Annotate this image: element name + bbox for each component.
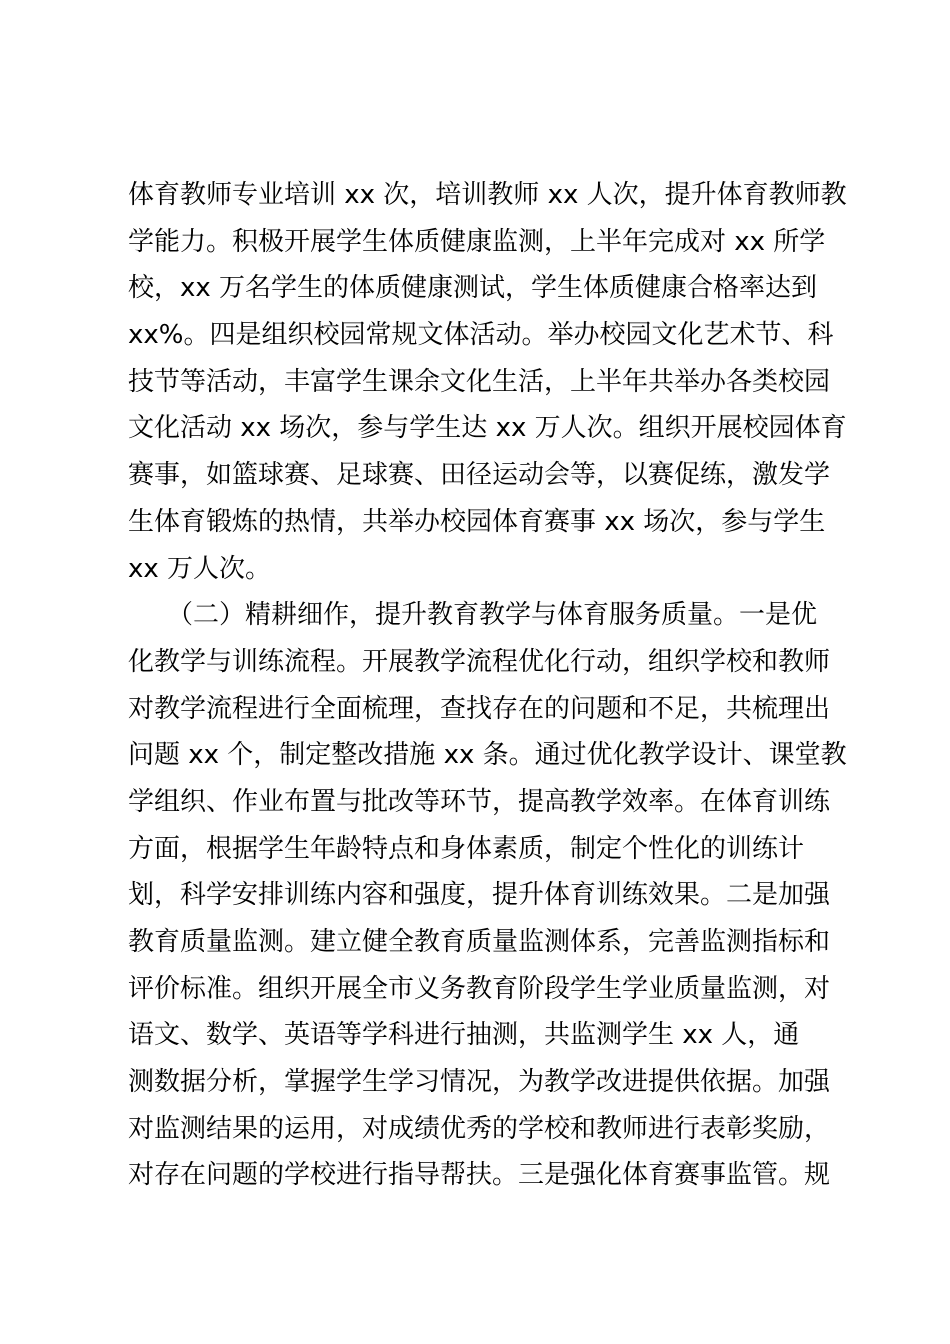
- text-line-12: 对教学流程进行全面梳理，查找存在的问题和不足，共梳理出: [128, 693, 831, 724]
- text-line-10: （二）精耕细作，提升教育教学与体育服务质量。一是优: [128, 600, 818, 631]
- text-line-15: 方面，根据学生年龄特点和身体素质，制定个性化的训练计: [128, 833, 805, 864]
- text-line-11: 化教学与训练流程。开展教学流程优化行动，组织学校和教师: [128, 646, 831, 677]
- text-line-17: 教育质量监测。建立健全教育质量监测体系，完善监测指标和: [128, 927, 831, 957]
- body-text: [128, 172, 847, 1199]
- text-line-2: 学能力。积极开展学生体质健康监测，上半年完成对 xx 所学: [128, 226, 826, 257]
- text-line-18: 评价标准。组织开展全市义务教育阶段学生学业质量监测，对: [128, 973, 831, 1004]
- text-line-6: 文化活动 xx 场次，参与学生达 xx 万人次。组织开展校园体育: [128, 413, 847, 444]
- text-line-13: 问题 xx 个，制定整改措施 xx 条。通过优化教学设计、课堂教: [128, 740, 847, 771]
- text-line-14: 学组织、作业布置与批改等环节，提高教学效率。在体育训练: [128, 786, 831, 817]
- text-line-1: 体育教师专业培训 xx 次，培训教师 xx 人次，提升体育教师教: [128, 180, 847, 210]
- text-line-19: 语文、数学、英语等学科进行抽测，共监测学生 xx 人，通: [128, 1020, 800, 1051]
- text-line-21: 对监测结果的运用，对成绩优秀的学校和教师进行表彰奖励，: [128, 1113, 831, 1144]
- text-line-7: 赛事，如篮球赛、足球赛、田径运动会等，以赛促练，激发学: [128, 460, 831, 491]
- text-line-5: 技节等活动，丰富学生课余文化生活，上半年共举办各类校园: [128, 366, 831, 397]
- text-line-20: 测数据分析，掌握学生学习情况，为教学改进提供依据。加强: [128, 1067, 831, 1098]
- text-line-22: 对存在问题的学校进行指导帮扶。三是强化体育赛事监管。规: [128, 1160, 831, 1191]
- text-line-4: xx%。四是组织校园常规文体活动。举办校园文化艺术节、科: [128, 320, 834, 351]
- text-line-16: 划，科学安排训练内容和强度，提升体育训练效果。二是加强: [128, 880, 831, 911]
- text-line-9: xx 万人次。: [128, 553, 272, 584]
- text-line-3: 校，xx 万名学生的体质健康测试，学生体质健康合格率达到: [128, 273, 818, 304]
- text-line-8: 生体育锻炼的热情，共举办校园体育赛事 xx 场次，参与学生: [128, 506, 826, 537]
